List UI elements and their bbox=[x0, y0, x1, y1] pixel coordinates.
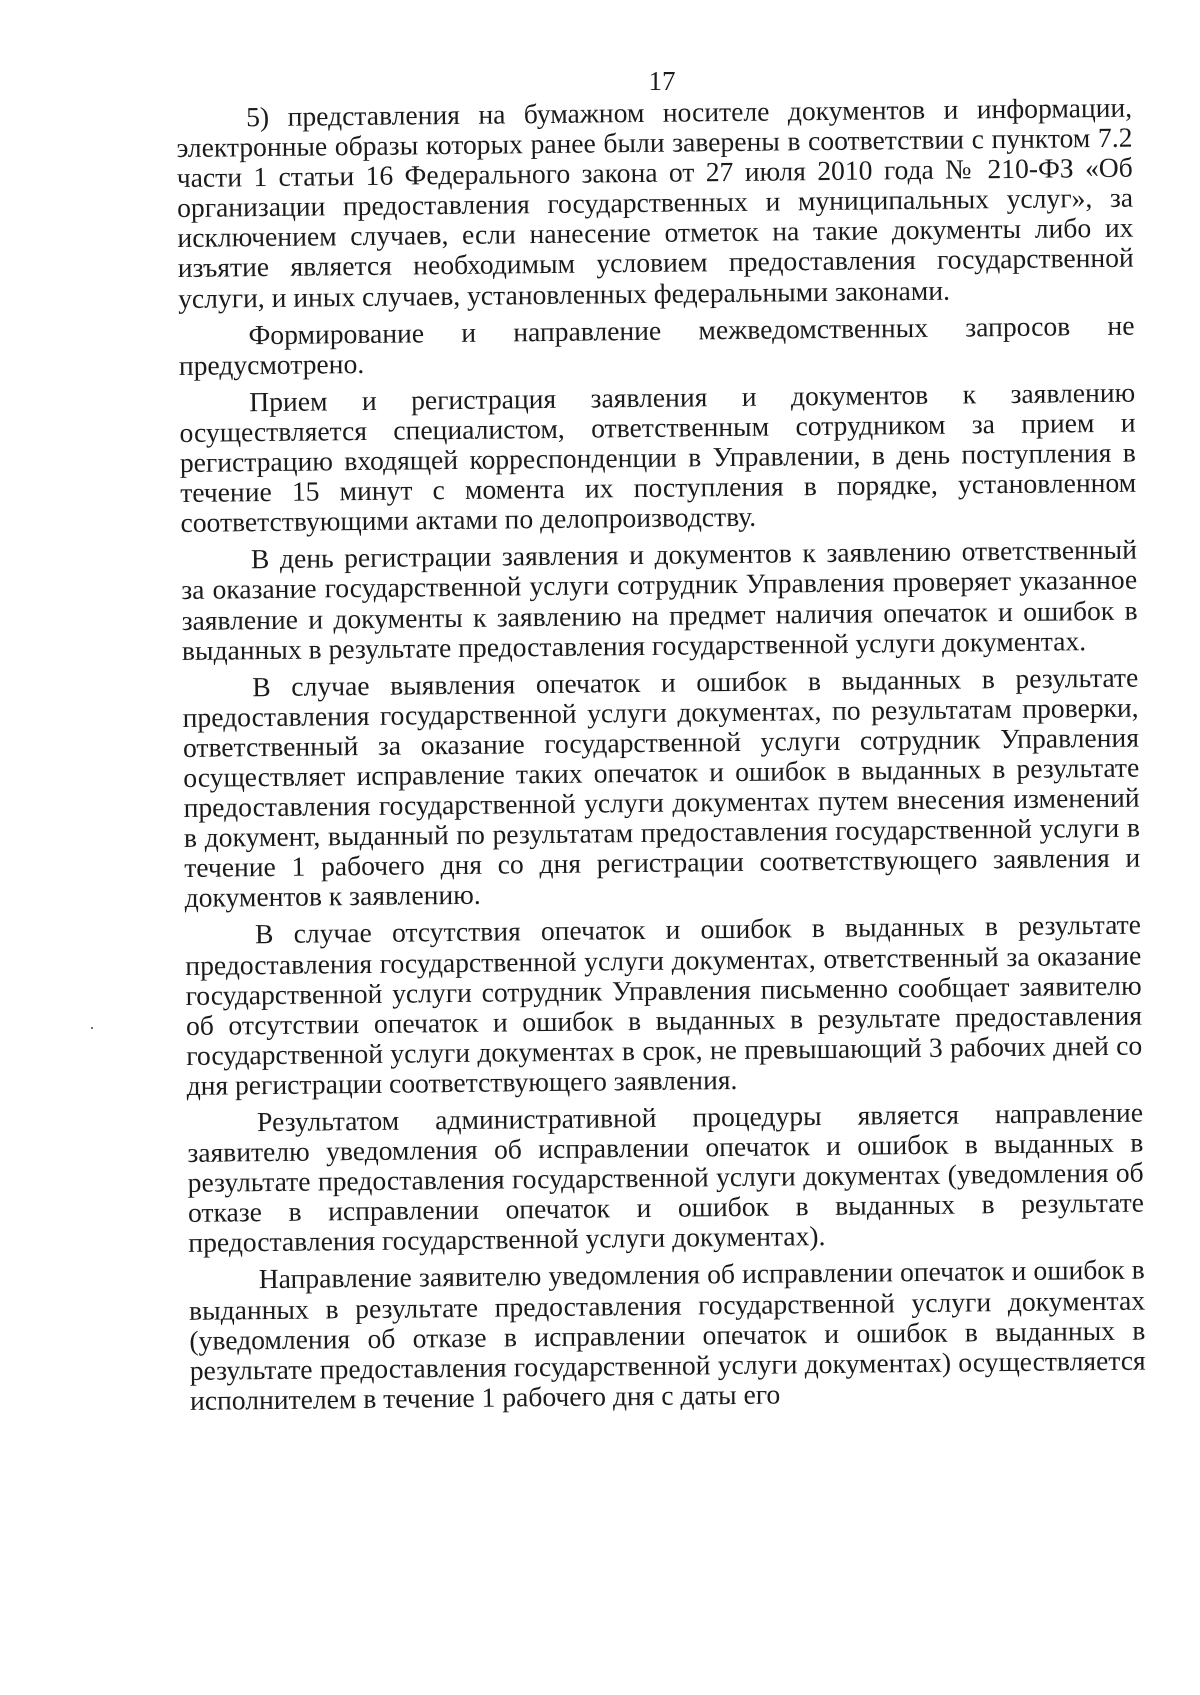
paragraph-verification: В день регистрации заявления и документов к заявлению ответственный за оказание государственной услуги сотрудник Управления проверяет указанное заявление и документы к заявлению на предмет наличия опечаток и ошибок в выданных в результате предоставления государственной услуги документах. bbox=[181, 533, 1138, 666]
paragraph-notification-delivery: Направление заявителю уведомления об исправлении опечаток и ошибок в выданных в результате предоставления государственной услуги документах (уведомления об отказе в исправлении опечаток и ошибок в выданных в результате предоставления государственной услуги документах) осуществляется исполнителем в течение 1 рабочего дня с даты его bbox=[188, 1254, 1146, 1416]
page-number: 17 bbox=[648, 66, 676, 96]
document-body bbox=[176, 93, 1146, 1416]
paragraph-item-5: 5) представления на бумажном носителе документов и информации, электронные образы которых ранее были заверены в соответствии с пунктом 7.2 части 1 статьи 16 Федерального закона от 27 июля 2010 года № 210-ФЗ «Об организации предоставления государственных и муниципальных услуг», за исключением случаев, если нанесение отметок на такие документы либо их изъятие является необходимым условием предоставления государственной услуги, и иных случаев, установленных федеральными законами. bbox=[176, 91, 1134, 314]
paragraph-error-correction: В случае выявления опечаток и ошибок в выданных в результате предоставления государственной услуги документах, по результатам проверки, ответственный за оказание государственной услуги сотрудник Управления осуществляет исправление таких опечаток и ошибок в выданных в результате предоставления государственной услуги документах путем внесения изменений в документ, выданный по результатам предоставления государственной услуги в течение 1 рабочего дня со дня регистрации соответствующего заявления и документов к заявлению. bbox=[182, 661, 1141, 914]
scan-speck bbox=[91, 1027, 93, 1029]
paragraph-no-errors: В случае отсутствия опечаток и ошибок в выданных в результате предоставления государственной услуги документах, ответственный за оказание государственной услуги сотрудник Управления письменно сообщает заявителю об отсутствии опечаток и ошибок в выданных в результате предоставления государственной услуги документах в срок, не превышающий 3 рабочих дней со дня регистрации соответствующего заявления. bbox=[185, 909, 1143, 1101]
paragraph-reception-registration: Прием и регистрация заявления и документов к заявлению осуществляется специалистом, ответственным сотрудником за прием и регистрацию входящей корреспонденции в Управлении, в день поступления в течение 15 минут с момента их поступления в порядке, установленном соответствующими актами по делопроизводству. bbox=[179, 376, 1137, 539]
paragraph-procedure-result: Результатом административной процедуры является направление заявителю уведомления об исправлении опечаток и ошибок в выданных в результате предоставления государственной услуги документах (уведомления об отказе в исправлении опечаток и ошибок в выданных в результате предоставления государственной услуги документах). bbox=[187, 1096, 1145, 1259]
paragraph-interagency-requests: Формирование и направление межведомственных запросов не предусмотрено. bbox=[178, 309, 1135, 381]
